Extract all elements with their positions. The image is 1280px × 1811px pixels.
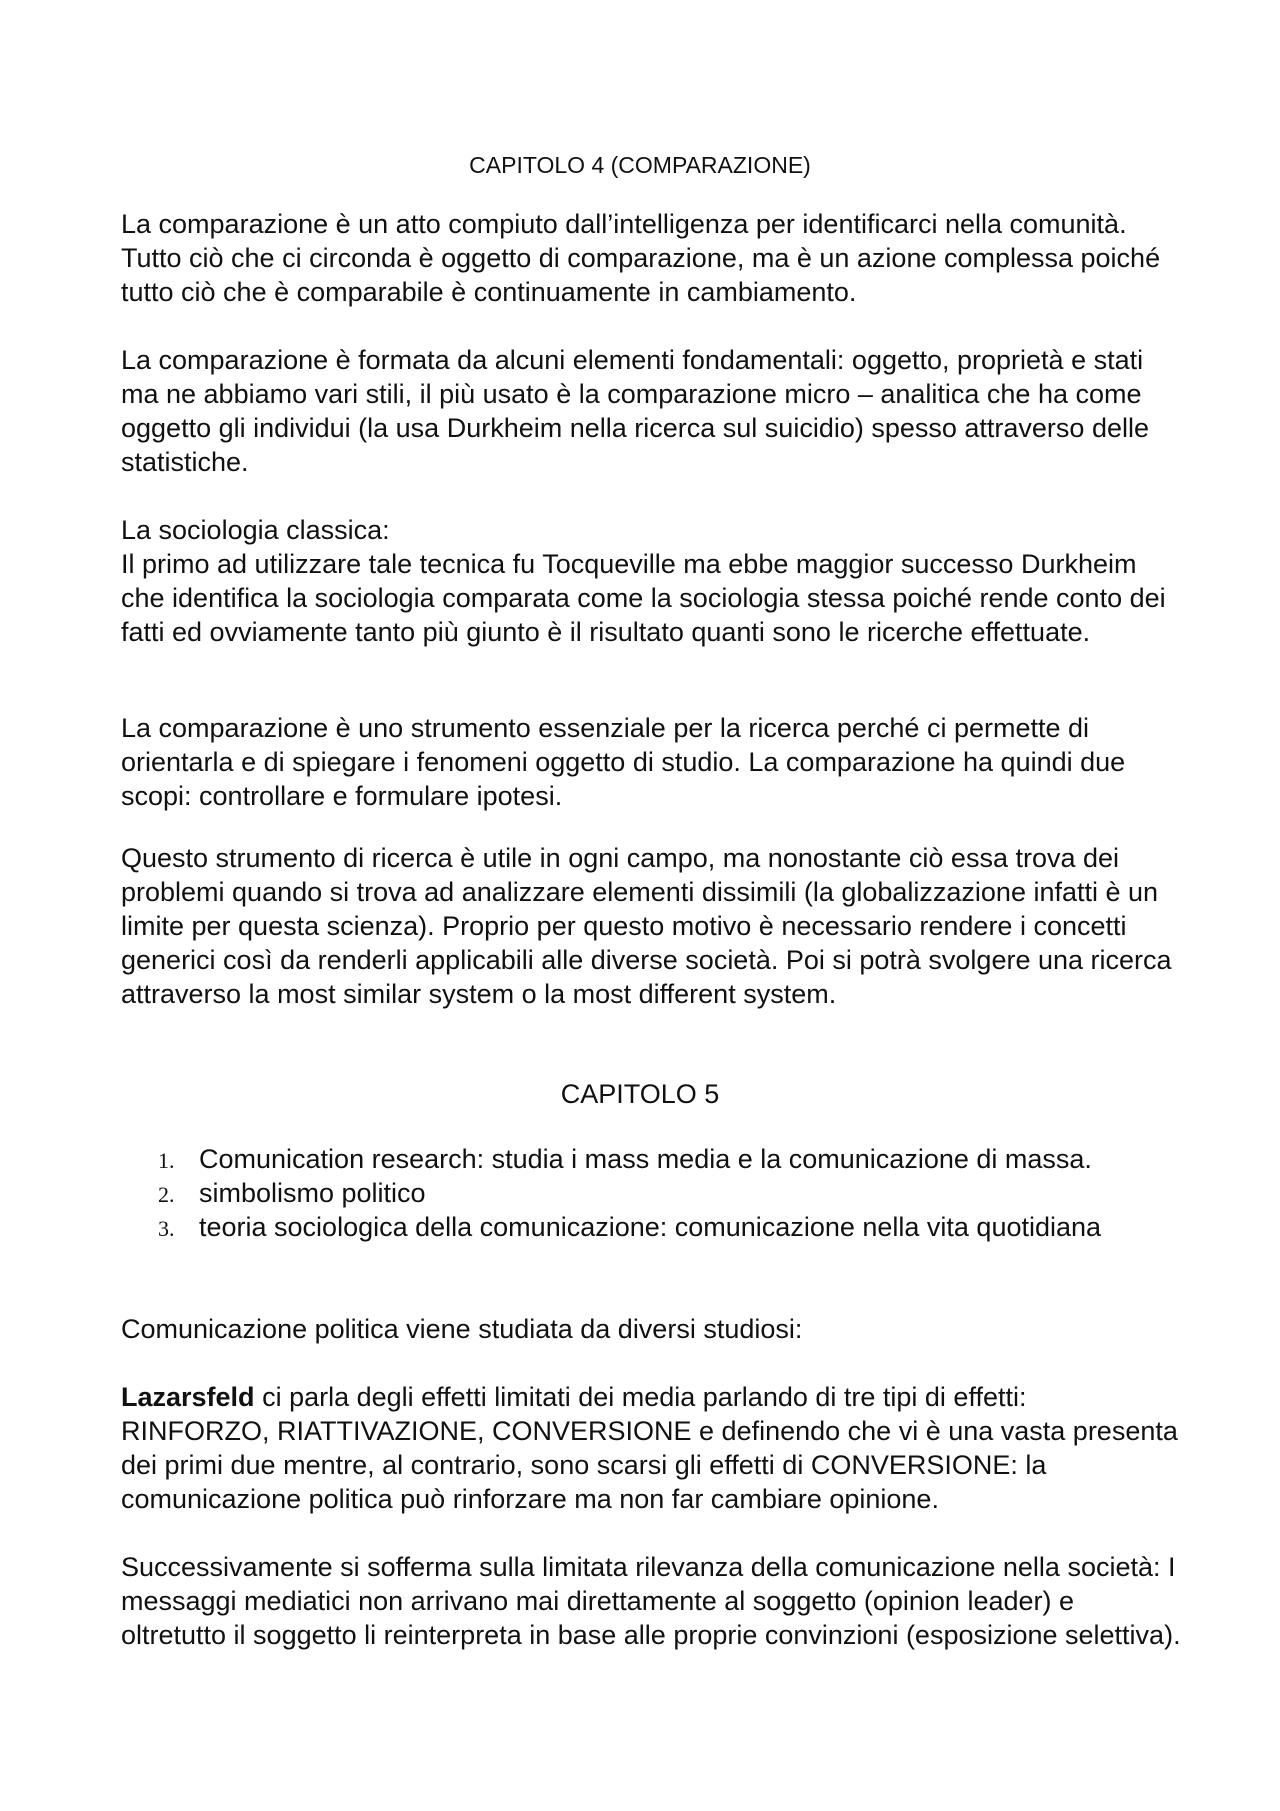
- chapter-5-lazarsfeld-paragraph: [121, 1380, 1181, 1516]
- list-item-text: Comunication research: studia i mass media e la comunicazione di massa.: [199, 1144, 1092, 1174]
- list-item-number: 1.: [158, 1148, 175, 1173]
- list-item: [121, 1210, 1181, 1244]
- list-item: [121, 1142, 1181, 1176]
- lazarsfeld-name: Lazarsfeld: [121, 1382, 255, 1412]
- list-item: [121, 1176, 1181, 1210]
- list-item-text: teoria sociologica della comunicazione: comunicazione nella vita quotidiana: [199, 1212, 1102, 1242]
- chapter-5-title: CAPITOLO 5: [560, 1079, 720, 1109]
- list-item-text: simbolismo politico: [199, 1178, 426, 1208]
- chapter-4-paragraph-4: Il primo ad utilizzare tale tecnica fu Tocqueville ma ebbe maggior successo Durkheim che identifica la sociologia comparata come la sociologia stessa poiché rende conto dei fatti ed ovviamente tanto più giunto è il risultato quanti sono le ricerche effettuate.: [121, 549, 1166, 647]
- lazarsfeld-text: ci parla degli effetti limitati dei media parlando di tre tipi di effetti: RINFORZO, RIATTIVAZIONE, CONVERSIONE e definendo che vi è una vasta presenta dei primi due mentre, al contrario, sono scarsi gli effetti di CONVERSIONE: la comunicazione politica può rinforzare ma non far cambiare opinione.: [121, 1382, 1178, 1514]
- chapter-4-paragraph-5: La comparazione è uno strumento essenziale per la ricerca perché ci permette di orientarla e di spiegare i fenomeni oggetto di studio. La comparazione ha quindi due scopi: controllare e formulare ipotesi.: [121, 713, 1126, 811]
- list-item-number: 3.: [158, 1216, 175, 1241]
- chapter-4-paragraph-1: La comparazione è un atto compiuto dall’intelligenza per identificarci nella comunità. Tutto ciò che ci circonda è oggetto di comparazione, ma è un azione complessa poiché tutto ciò che è comparabile è continuamente in cambiamento.: [121, 209, 1161, 307]
- chapter-4-paragraph-2: La comparazione è formata da alcuni elementi fondamentali: oggetto, proprietà e stati ma ne abbiamo vari stili, il più usato è la comparazione micro – analitica che ha come oggetto gli individui (la usa Durkheim nella ricerca sul suicidio) spesso attraverso delle statistiche.: [121, 345, 1149, 477]
- chapter-5-last-paragraph: Successivamente si sofferma sulla limitata rilevanza della comunicazione nella società: I messaggi mediatici non arrivano mai direttamente al soggetto (opinion leader) e oltretutto il soggetto li reinterpreta in base alle proprie convinzioni (esposizione selettiva).: [121, 1552, 1181, 1650]
- chapter-4-paragraph-3: La sociologia classica:: [121, 515, 390, 545]
- chapter-4-paragraph-6: Questo strumento di ricerca è utile in ogni campo, ma nonostante ciò essa trova dei problemi quando si trova ad analizzare elementi dissimili (la globalizzazione infatti è un limite per questa scienza). Proprio per questo motivo è necessario rendere i concetti generici così da renderli applicabili alle diverse società. Poi si potrà svolgere una ricerca attraverso la most similar system o la most different system.: [121, 843, 1172, 1009]
- list-item-number: 2.: [158, 1182, 175, 1207]
- chapter-5-intro: Comunicazione politica viene studiata da diversi studiosi:: [121, 1314, 803, 1344]
- chapter-5-list: [121, 1142, 1181, 1244]
- chapter-4-title: CAPITOLO 4 (COMPARAZIONE): [469, 152, 811, 178]
